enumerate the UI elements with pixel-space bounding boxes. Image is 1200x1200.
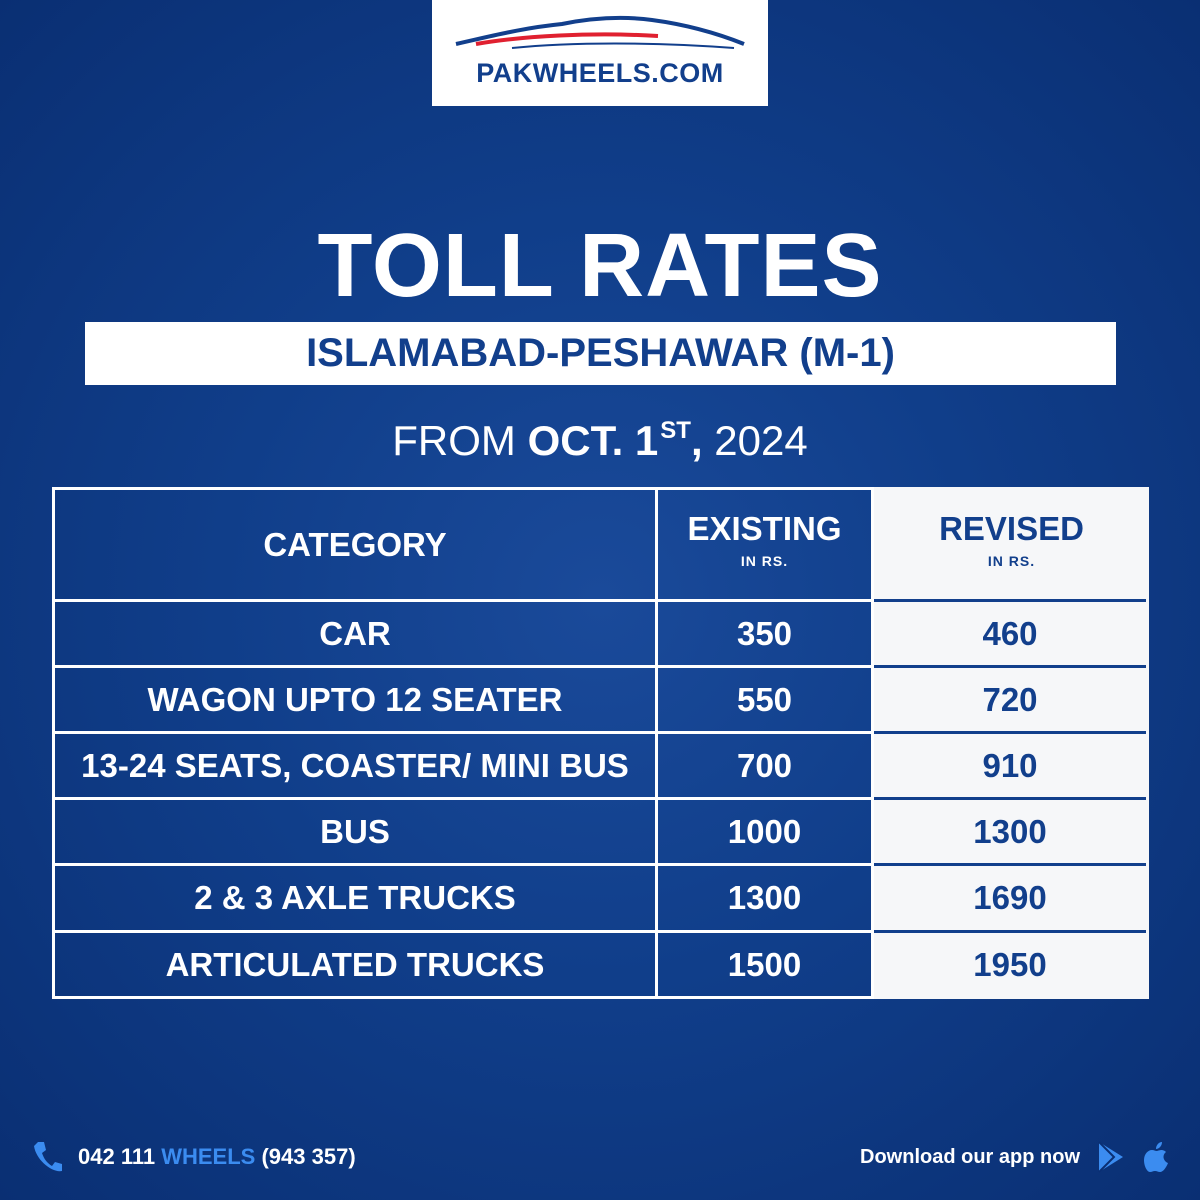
effective-date (0, 405, 1200, 467)
header-revised-label: REVISED (939, 509, 1084, 547)
header-existing (658, 490, 871, 599)
row-existing: 1500 (727, 945, 802, 983)
row-revised: 1690 (973, 879, 1047, 916)
header-existing-label: EXISTING (687, 509, 842, 547)
row-existing: 1300 (727, 879, 802, 916)
row-category: WAGON UPTO 12 SEATER (147, 680, 563, 718)
apple-icon[interactable] (1142, 1140, 1172, 1174)
phone-digits: (943 357) (261, 1144, 356, 1169)
toll-rates-table (52, 487, 1149, 999)
row-existing: 350 (736, 614, 793, 652)
header-revised-unit: IN RS. (987, 552, 1036, 569)
row-category: 13-24 SEATS, COASTER/ MINI BUS (81, 746, 629, 784)
row-revised: 1300 (973, 812, 1047, 850)
row-category: CAR (319, 614, 391, 652)
page-title: TOLL RATES (317, 216, 883, 316)
row-existing: 1000 (727, 812, 802, 850)
date-year: 2024 (714, 417, 808, 464)
row-category: 2 & 3 AXLE TRUCKS (194, 879, 516, 916)
row-revised: 910 (982, 746, 1038, 784)
car-silhouette-icon (452, 14, 748, 54)
table-border-bottom (52, 996, 874, 999)
row-category: BUS (320, 812, 390, 850)
brand-name: PAKWHEELS.COM (476, 58, 724, 88)
phone-word: WHEELS (161, 1144, 256, 1169)
row-revised: 1950 (973, 945, 1047, 983)
google-play-icon[interactable] (1096, 1140, 1126, 1174)
phone-icon (32, 1140, 64, 1174)
header-existing-unit: IN RS. (740, 552, 789, 569)
contact-phone[interactable] (32, 1138, 356, 1176)
row-existing: 700 (736, 746, 793, 784)
date-day: OCT. 1 (527, 417, 659, 464)
row-revised: 460 (982, 614, 1038, 652)
header-category: CATEGORY (263, 525, 447, 563)
row-category: ARTICULATED TRUCKS (165, 945, 545, 983)
pakwheels-logo[interactable] (432, 0, 768, 106)
app-download-text: Download our app now (860, 1145, 1080, 1168)
row-existing: 550 (736, 680, 793, 718)
phone-prefix: 042 111 (78, 1144, 156, 1169)
date-comma: , (690, 417, 703, 464)
route-subtitle: ISLAMABAD-PESHAWAR (M-1) (85, 322, 1116, 385)
row-revised: 720 (982, 680, 1038, 718)
date-ordinal: ST (660, 417, 691, 444)
app-download (860, 1138, 1172, 1176)
date-prefix: FROM (392, 417, 516, 464)
header-revised (874, 490, 1149, 599)
